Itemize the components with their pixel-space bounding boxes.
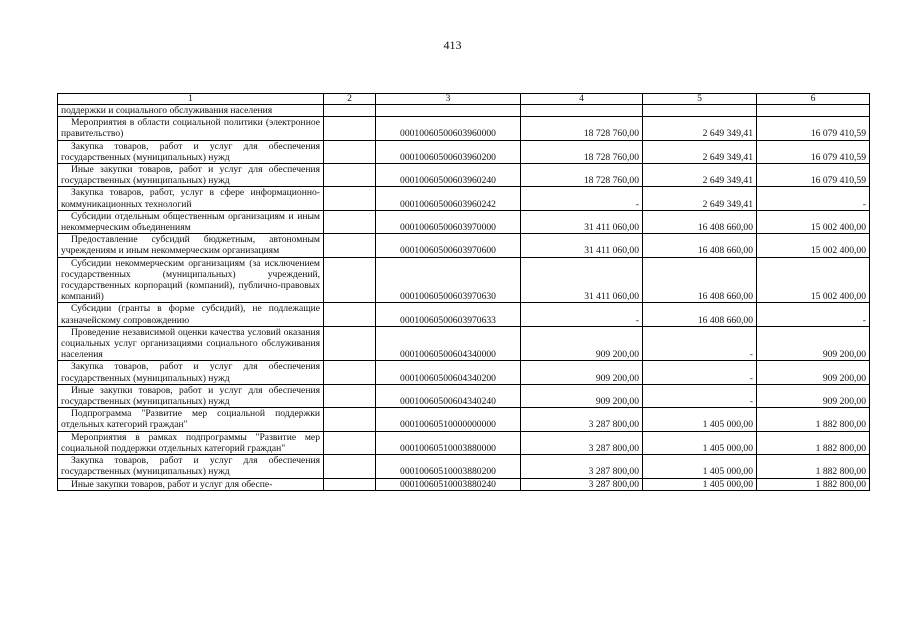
table-row [58,478,870,490]
row-amount-cell: 1 882 800,00 [757,408,870,431]
row-amount-cell: 15 002 400,00 [757,257,870,303]
row-name-cell [58,478,324,490]
row-code-cell: 00010060500603960242 [376,187,521,210]
column-header: 5 [643,94,757,105]
row-amount-cell: - [521,187,643,210]
row-name-text: Иные закупки товаров, работ и услуг для обеспечения государственных (муниципальных) нужд [61,384,320,408]
row-amount-cell: 31 411 060,00 [521,210,643,233]
row-empty-cell [324,478,376,490]
column-header: 1 [58,94,324,105]
table-row [58,257,870,303]
table-row [58,326,870,361]
row-name-cell [58,257,324,303]
row-code-cell: 00010060510003880240 [376,478,521,490]
row-name-text: Закупка товаров, работ и услуг для обеспечения государственных (муниципальных) нужд [61,140,320,163]
row-amount-cell: 2 649 349,41 [643,164,757,187]
row-amount-cell: 3 287 800,00 [521,478,643,490]
row-amount-cell: 1 882 800,00 [757,431,870,454]
row-amount-cell: - [643,361,757,384]
row-name-text: Подпрограмма "Развитие мер социальной поддержки отдельных категорий граждан" [61,408,320,431]
row-name-cell [58,234,324,257]
table-row [58,187,870,210]
row-name-text: Иные закупки товаров, работ и услуг для обеспечения государственных (муниципальных) нужд [61,164,320,187]
row-amount-cell: 909 200,00 [521,384,643,407]
row-name-cell [58,210,324,233]
row-name-cell [58,105,324,117]
row-amount-cell: 909 200,00 [521,326,643,361]
row-code-cell: 00010060500603970000 [376,210,521,233]
row-name-cell [58,384,324,407]
row-empty-cell [324,105,376,117]
row-name-cell [58,455,324,478]
row-amount-cell: 1 405 000,00 [643,478,757,490]
row-empty-cell [324,187,376,210]
table-row [58,234,870,257]
row-name-cell [58,326,324,361]
row-empty-cell [324,117,376,140]
row-amount-cell: 16 408 660,00 [643,257,757,303]
row-amount-cell: 16 079 410,59 [757,140,870,163]
row-empty-cell [324,431,376,454]
row-name-cell [58,431,324,454]
row-amount-cell: 909 200,00 [757,326,870,361]
row-name-cell [58,164,324,187]
row-name-text: Предоставление субсидий бюджетным, автономным учреждениям и иным некоммерческим организациям [61,234,320,257]
row-amount-cell: 16 079 410,59 [757,117,870,140]
row-empty-cell [324,257,376,303]
row-amount-cell: 16 408 660,00 [643,303,757,326]
row-amount-cell: 16 408 660,00 [643,210,757,233]
row-name-cell [58,187,324,210]
row-name-text: Закупка товаров, работ и услуг для обеспечения государственных (муниципальных) нужд [61,361,320,384]
column-header: 6 [757,94,870,105]
row-amount-cell: 15 002 400,00 [757,210,870,233]
row-name-cell [58,361,324,384]
row-code-cell: 00010060500604340240 [376,384,521,407]
table-header-row [58,94,870,105]
row-code-cell [376,105,521,117]
row-code-cell: 00010060510003880200 [376,455,521,478]
row-amount-cell: 2 649 349,41 [643,140,757,163]
table-row [58,303,870,326]
row-empty-cell [324,361,376,384]
row-code-cell: 00010060500603970630 [376,257,521,303]
row-name-text: Закупка товаров, работ и услуг для обеспечения государственных (муниципальных) нужд [61,455,320,478]
row-amount-cell: 2 649 349,41 [643,187,757,210]
row-empty-cell [324,455,376,478]
row-code-cell: 00010060500603960240 [376,164,521,187]
row-amount-cell: 18 728 760,00 [521,117,643,140]
row-name-text: Мероприятия в рамках подпрограммы "Развитие мер социальной поддержки отдельных категорий граждан" [61,431,320,454]
row-code-cell: 00010060500604340000 [376,326,521,361]
row-name-cell [58,303,324,326]
row-amount-cell: - [643,326,757,361]
row-amount-cell: 1 405 000,00 [643,408,757,431]
row-amount-cell: 18 728 760,00 [521,164,643,187]
row-amount-cell: 16 408 660,00 [643,234,757,257]
row-empty-cell [324,326,376,361]
row-code-cell: 00010060500603970600 [376,234,521,257]
table-row [58,140,870,163]
row-amount-cell: 1 882 800,00 [757,455,870,478]
page-number: 413 [443,38,462,52]
row-code-cell: 00010060500604340200 [376,361,521,384]
row-empty-cell [324,384,376,407]
column-header: 3 [376,94,521,105]
table-row [58,431,870,454]
row-name-text: Закупка товаров, работ, услуг в сфере информационно-коммуникационных технологий [61,187,320,210]
row-amount-cell: 909 200,00 [757,361,870,384]
row-amount-cell: 1 405 000,00 [643,431,757,454]
row-amount-cell: 16 079 410,59 [757,164,870,187]
row-amount-cell: 31 411 060,00 [521,257,643,303]
row-empty-cell [324,234,376,257]
row-amount-cell [643,105,757,117]
row-amount-cell: 1 405 000,00 [643,455,757,478]
row-amount-cell: 1 882 800,00 [757,478,870,490]
column-header: 2 [324,94,376,105]
table-row [58,210,870,233]
row-name-text: Субсидии (гранты в форме субсидий), не подлежащие казначейскому сопровождению [61,303,320,326]
row-empty-cell [324,140,376,163]
row-code-cell: 00010060510003880000 [376,431,521,454]
row-amount-cell: 3 287 800,00 [521,408,643,431]
row-name-cell [58,117,324,140]
row-name-text: Иные закупки товаров, работ и услуг для обеспе- [71,478,273,490]
row-code-cell: 00010060500603960000 [376,117,521,140]
row-amount-cell: 909 200,00 [757,384,870,407]
row-amount-cell: 18 728 760,00 [521,140,643,163]
table-row [58,408,870,431]
row-name-cell [58,140,324,163]
row-name-text: Субсидии отдельным общественным организациям и иным некоммерческим объединениям [61,210,320,234]
row-empty-cell [324,164,376,187]
row-amount-cell [757,105,870,117]
row-name-cell [58,408,324,431]
row-code-cell: 00010060510000000000 [376,408,521,431]
column-header: 4 [521,94,643,105]
row-amount-cell: 3 287 800,00 [521,455,643,478]
row-name-text: поддержки и социального обслуживания населения [61,105,273,116]
row-name-text: Субсидии некоммерческим организациям (за исключением государственных (муниципальных) учреждений, государственных корпораций (компаний), публично-правовых компаний) [61,257,320,303]
row-amount-cell: 15 002 400,00 [757,234,870,257]
table-row [58,361,870,384]
row-amount-cell: 3 287 800,00 [521,431,643,454]
table-row [58,384,870,407]
row-amount-cell: 2 649 349,41 [643,117,757,140]
row-code-cell: 00010060500603960200 [376,140,521,163]
row-amount-cell: - [643,384,757,407]
row-name-text: Мероприятия в области социальной политики (электронное правительство) [61,117,320,140]
row-amount-cell: - [757,187,870,210]
row-empty-cell [324,408,376,431]
table-body [58,105,870,491]
row-empty-cell [324,303,376,326]
row-name-text: Проведение независимой оценки качества условий оказания социальных услуг организациями социального обслуживания населения [61,326,320,361]
table-row [58,105,870,117]
table-row [58,117,870,140]
table-row [58,455,870,478]
row-empty-cell [324,210,376,233]
row-amount-cell: 31 411 060,00 [521,234,643,257]
row-amount-cell [521,105,643,117]
row-code-cell: 00010060500603970633 [376,303,521,326]
table-row [58,164,870,187]
row-amount-cell: 909 200,00 [521,361,643,384]
row-amount-cell: - [757,303,870,326]
row-amount-cell: - [521,303,643,326]
budget-table [57,93,870,491]
